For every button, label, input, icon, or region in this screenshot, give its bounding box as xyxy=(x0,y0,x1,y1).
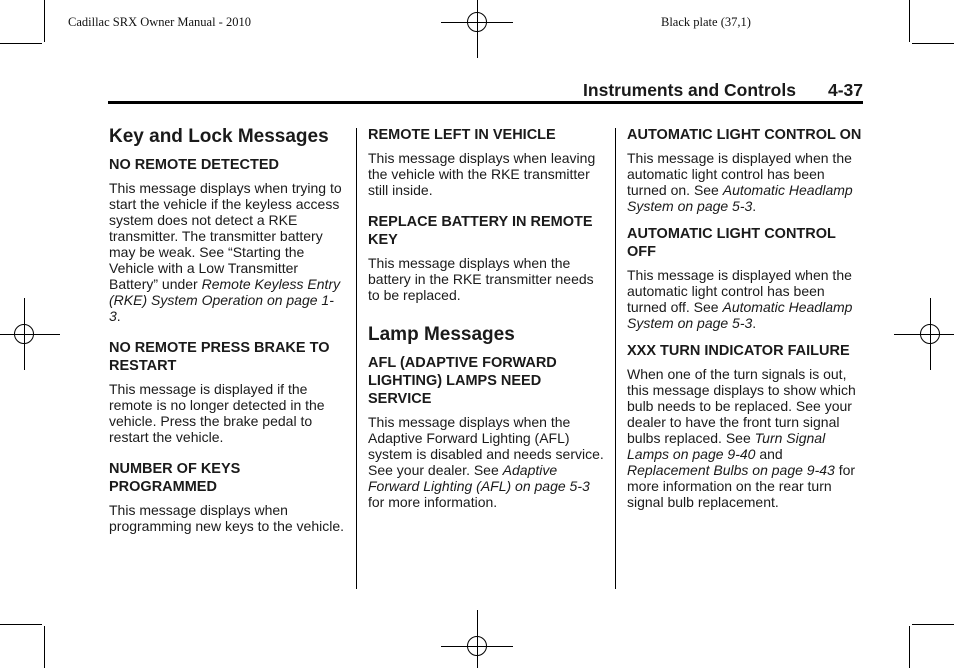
plate-number: Black plate (37,1) xyxy=(661,15,751,29)
message-heading: REPLACE BATTERY IN REMOTE KEY xyxy=(368,214,593,248)
message-body: This message displays when the Adaptive Forward Lighting (AFL) system is disabled and needs service. See your dealer. See Adaptive Forward Lighting (AFL) on page 5-3 for more information. xyxy=(368,414,604,510)
message-heading: NO REMOTE PRESS BRAKE TO RESTART xyxy=(109,340,330,374)
message-heading: AFL (ADAPTIVE FORWARD LIGHTING) LAMPS NEED SERVICE xyxy=(368,355,557,407)
crop-mark xyxy=(44,626,45,668)
message-body: This message displays when trying to start the vehicle if the keyless access system does not detect a RKE transmitter. The transmitter battery may be weak. See “Starting the Vehicle with a Low Transmitter Battery” under Remote Keyless Entry (RKE) System Operation on page 1-3. xyxy=(109,180,342,324)
page-number: 4-37 xyxy=(827,80,863,100)
column-1 xyxy=(109,126,345,545)
cross-reference-link[interactable]: Remote Keyless Entry (RKE) System Operation on page 1-3 xyxy=(109,276,341,324)
crop-mark xyxy=(909,0,910,42)
section-title: Instruments and Controls xyxy=(583,80,796,100)
section-heading: Key and Lock Messages xyxy=(109,126,329,147)
message-body: This message is displayed when the automatic light control has been turned on. See Automatic Headlamp System on page 5-3. xyxy=(627,150,853,214)
column-divider xyxy=(615,128,616,589)
header-rule xyxy=(108,101,863,104)
message-body: This message displays when leaving the vehicle with the RKE transmitter still inside. xyxy=(368,150,596,198)
section-heading: Lamp Messages xyxy=(368,324,515,345)
message-heading: AUTOMATIC LIGHT CONTROL OFF xyxy=(627,226,836,260)
message-heading: AUTOMATIC LIGHT CONTROL ON xyxy=(627,127,862,143)
cross-reference-link[interactable]: Adaptive Forward Lighting (AFL) on page 5-3 xyxy=(368,462,590,494)
column-2 xyxy=(368,126,608,521)
message-body: This message is displayed when the automatic light control has been turned off. See Automatic Headlamp System on page 5-3. xyxy=(627,267,853,331)
crop-mark xyxy=(909,626,910,668)
column-divider xyxy=(356,128,357,589)
crop-mark xyxy=(0,43,42,44)
running-head xyxy=(108,80,863,101)
message-body: This message displays when the battery in the RKE transmitter needs to be replaced. xyxy=(368,255,594,303)
cross-reference-link[interactable]: Automatic Headlamp System on page 5-3 xyxy=(627,182,853,214)
message-heading: NO REMOTE DETECTED xyxy=(109,157,279,173)
plate-title: Cadillac SRX Owner Manual - 2010 xyxy=(68,15,251,29)
cross-reference-link[interactable]: Replacement Bulbs on page 9-43 xyxy=(627,462,835,478)
cross-reference-link[interactable]: Automatic Headlamp System on page 5-3 xyxy=(627,299,853,331)
cross-reference-link[interactable]: Turn Signal Lamps on page 9-40 xyxy=(627,430,826,462)
message-body: When one of the turn signals is out, this message displays to show which bulb needs to be replaced. See your dealer to have the front turn signal bulbs replaced. See Turn Signal Lamps on page 9-40 and Replacement Bulbs on page 9-43 for more information on the rear turn signal bulb replacement. xyxy=(627,366,856,510)
message-heading: XXX TURN INDICATOR FAILURE xyxy=(627,343,850,359)
message-body: This message is displayed if the remote is no longer detected in the vehicle. Press the brake pedal to restart the vehicle. xyxy=(109,381,325,445)
crop-mark xyxy=(912,624,954,625)
crop-mark xyxy=(44,0,45,42)
crop-mark xyxy=(912,43,954,44)
crop-mark xyxy=(0,624,42,625)
message-heading: NUMBER OF KEYS PROGRAMMED xyxy=(109,461,241,495)
column-3 xyxy=(627,126,867,521)
message-body: This message displays when programming new keys to the vehicle. xyxy=(109,502,344,534)
message-heading: REMOTE LEFT IN VEHICLE xyxy=(368,127,556,143)
